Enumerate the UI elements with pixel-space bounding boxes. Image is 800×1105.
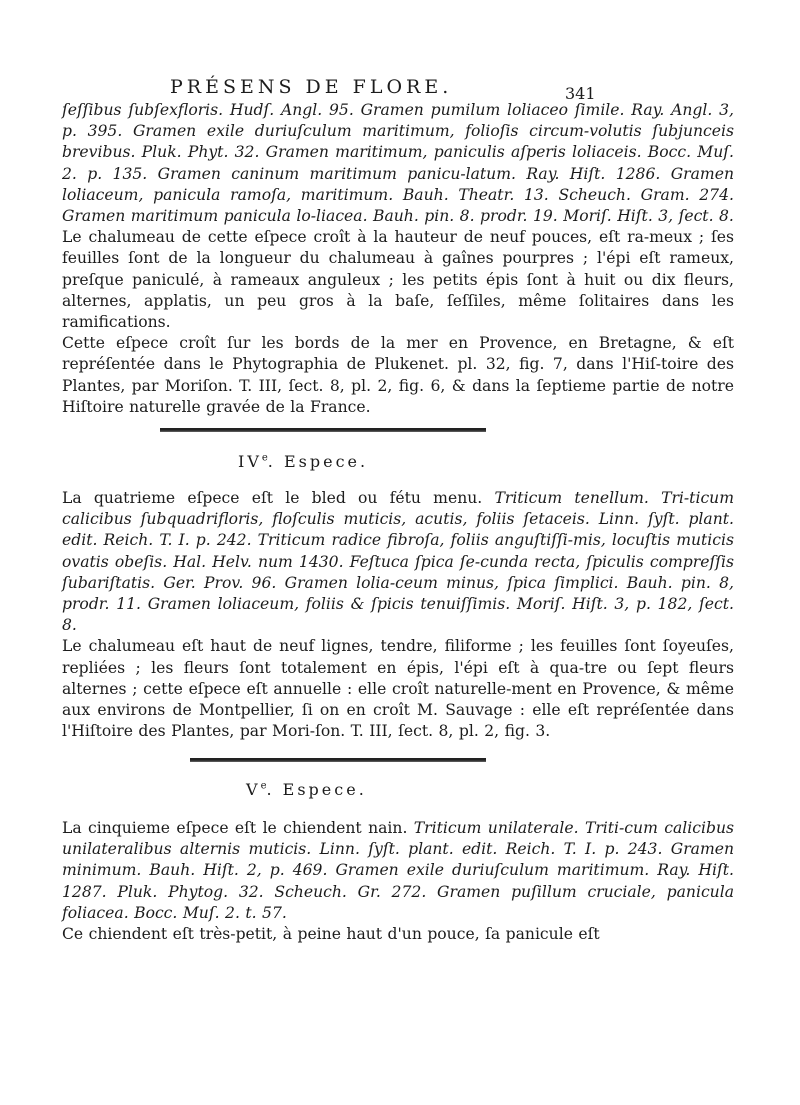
section5-label: . Espece.: [266, 780, 367, 799]
section5-block: [62, 818, 734, 945]
section4-paragraph: Le chalumeau eſt haut de neuf lignes, tendre, filiforme ; les feuilles ſont ſoyeuſes, repliées ; les fleurs ſont totalement en épis, l'épi eſt à qua-tre ou ſept fleurs alternes ; cette eſpece eſt annuelle : elle croît naturelle-ment en Provence, & même aux environs de Montpellier, ſi on en croît M. Sauvage : elle eſt repréſentée dans l'Hiſtoire des Plantes, par Mori-ſon. T. III, ſect. 8, pl. 2, fig. 3.: [62, 637, 734, 741]
section3-synonyms: ſeſſibus ſubſexfloris. Hudſ. Angl. 95. Gramen pumilum loliaceo ſimile. Ray. Angl. 3, p. 395. Gramen exile duriuſculum maritimum, folioſis circum-volutis ſubjunceis brevibus. Pluk. Phyt. 32. Gramen maritimum, paniculis aſperis loliaceis. Bocc. Muſ. 2. p. 135. Gramen caninum maritimum panicu-latum. Ray. Hiſt. 1286. Gramen loliaceum, panicula ramoſa, maritimum. Bauh. Theatr. 13. Scheuch. Gram. 274. Gramen maritimum panicula lo-liacea. Bauh. pin. 8. prodr. 19. Moriſ. Hiſt. 3, ſect. 8.: [62, 101, 734, 226]
section4-heading: [238, 452, 368, 471]
section5-numeral-sup: e: [260, 780, 267, 792]
section4-synonyms: Triticum tenellum. Tri-ticum calicibus ſubquadrifloris, floſculis muticis, acutis, foliis ſetaceis. Linn. ſyſt. plant. edit. Reich. T. I. p. 242. Triticum radice fibroſa, foliis anguſtiſſi-mis, locuſtis muticis ovatis obeſis. Hal. Helv. num 1430. Feſtuca ſpica ſe-cunda recta, ſpiculis compreſſis ſubariſtatis. Ger. Prov. 96. Gramen lolia-ceum minus, ſpica ſimplici. Bauh. pin. 8, prodr. 11. Gramen loliaceum, foliis & ſpicis tenuiſſimis. Moriſ. Hiſt. 3, p. 182, ſect. 8.: [62, 489, 735, 635]
section-divider: [160, 428, 486, 431]
running-title: PRÉSENS DE FLORE.: [170, 76, 453, 98]
section5-intro: La cinquieme eſpece eſt le chiendent nain.: [62, 819, 408, 837]
section5-paragraph: Ce chiendent eſt très-petit, à peine haut d'un pouce, ſa panicule eſt: [62, 925, 600, 944]
section4-label: . Espece.: [267, 452, 369, 471]
section5-heading: [246, 780, 367, 799]
page-number: 341: [565, 84, 596, 103]
section4-numeral: IV: [238, 452, 262, 471]
section5-synonyms: Triticum unilaterale. Triti-cum calicibus unilateralibus alternis muticis. Linn. ſyſt. plant. edit. Reich. T. I. p. 243. Gramen minimum. Bauh. Hiſt. 2, p. 469. Gramen exile duriuſculum maritimum. Ray. Hiſt. 1287. Pluk. Phytog. 32. Scheuch. Gr. 272. Gramen puſillum cruciale, panicula foliacea. Bocc. Muſ. 2. t. 57.: [62, 819, 734, 922]
section5-text: [62, 818, 734, 924]
section-divider: [190, 758, 486, 761]
section3-paragraph1: Le chalumeau de cette eſpece croît à la hauteur de neuf pouces, eſt ra-meux ; ſes feuilles ſont de la longueur du chalumeau à gaînes pourpres ; l'épi eſt rameux, preſque paniculé, à rameaux anguleux ; les petits épis ſont à huit ou dix fleurs, alternes, applatis, un peu gros à la baſe, ſeſſiles, même ſolitaires dans les ramifications.: [62, 228, 734, 332]
section4-text: [62, 488, 734, 636]
section4-numeral-sup: e: [261, 452, 268, 464]
section3-block: [62, 100, 734, 418]
section4-intro: La quatrieme eſpece eſt le bled ou fétu menu.: [62, 489, 483, 507]
section3-paragraph2: Cette eſpece croît ſur les bords de la mer en Provence, en Bretagne, & eſt repréſentée dans le Phytographia de Plukenet. pl. 32, fig. 7, dans l'Hiſ-toire des Plantes, par Moriſon. T. III, ſect. 8, pl. 2, fig. 6, & dans la ſeptieme partie de notre Hiſtoire naturelle gravée de la France.: [62, 334, 734, 416]
section4-block: [62, 488, 734, 742]
section5-numeral: V: [246, 780, 261, 799]
